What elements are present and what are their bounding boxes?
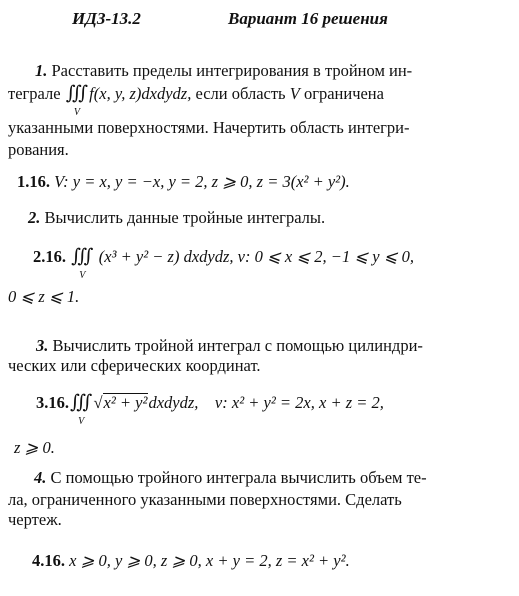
task1-text-line1: Расставить пределы интегрирования в тройном ин-: [51, 61, 413, 80]
problem-3-16-z-condition: z ⩾ 0.: [14, 438, 55, 457]
task1-line2: [8, 83, 384, 118]
problem-3-16-differentials: dxdydz,: [148, 393, 199, 412]
task3-line1: [36, 336, 423, 356]
task4-line3: чертеж.: [8, 510, 62, 529]
triple-integral-sign: ∭ V: [65, 83, 89, 118]
task1-number: 1.: [35, 61, 48, 80]
task1-region-var: V: [289, 84, 300, 103]
task1-line3: указанными поверхностями. Начертить область интегри-: [8, 118, 410, 137]
task1-text-post: если область: [195, 84, 286, 103]
problem-2-16-region: v: 0 ⩽ x ⩽ 2, −1 ⩽ y ⩽ 0,: [237, 247, 415, 266]
task1-text-end: ограничена: [303, 84, 384, 103]
task3-text-line1: Вычислить тройной интеграл с помощью цилиндри-: [52, 336, 423, 355]
triple-integral-sign: ∭ V: [71, 246, 94, 281]
task1-line1: [35, 61, 412, 81]
problem-3-16: 3.16.∭ V √x² + y²dxdydz, v: x² + y² = 2x, x + z = 2,: [36, 392, 384, 427]
problem-2-16-integrand: (x³ + y² − z) dxdydz,: [98, 247, 234, 266]
problem-1-16-number: 1.16.: [17, 172, 50, 191]
task2-text: Вычислить данные тройные интегралы.: [44, 208, 326, 227]
problem-4-16-number: 4.16.: [32, 551, 65, 570]
problem-4-16-expression: x ⩾ 0, y ⩾ 0, z ⩾ 0, x + y = 2, z = x² + y².: [69, 551, 350, 570]
task2-line: [28, 208, 325, 228]
problem-2-16-number: 2.16.: [33, 247, 66, 266]
problem-3-16-radicand: x² + y²: [103, 393, 148, 412]
problem-2-16-continuation: [8, 287, 79, 307]
problem-2-16: [33, 246, 415, 281]
task3-number: 3.: [36, 336, 49, 355]
task4-text-line1: С помощью тройного интеграла вычислить объем те-: [50, 468, 427, 487]
problem-3-16-number: 3.16.: [36, 393, 69, 412]
problem-1-16: [17, 172, 350, 192]
task1-text-pre: теграле: [8, 84, 61, 103]
task1-integrand: f(x, y, z)dxdydz,: [89, 84, 192, 103]
task1-line4: рования.: [8, 140, 69, 159]
task3-line2: ческих или сферических координат.: [8, 356, 261, 375]
task4-number: 4.: [34, 468, 47, 487]
problem-3-16-region: v: x² + y² = 2x, x + z = 2,: [214, 393, 384, 412]
task2-number: 2.: [28, 208, 41, 227]
variant-heading: Вариант 16 решения: [228, 9, 388, 28]
problem-1-16-expression: V: y = x, y = −x, y = 2, z ⩾ 0, z = 3(x² + y²).: [54, 172, 350, 191]
document-code: ИДЗ-13.2: [72, 9, 141, 28]
triple-integral-sign: ∭ V: [70, 392, 93, 427]
problem-3-16-continuation: [14, 438, 55, 458]
problem-4-16: [32, 551, 350, 571]
task4-line1: [34, 468, 427, 488]
task4-line2: ла, ограниченного указанными поверхностями. Сделать: [8, 490, 402, 509]
problem-2-16-z-range: 0 ⩽ z ⩽ 1.: [8, 287, 80, 306]
